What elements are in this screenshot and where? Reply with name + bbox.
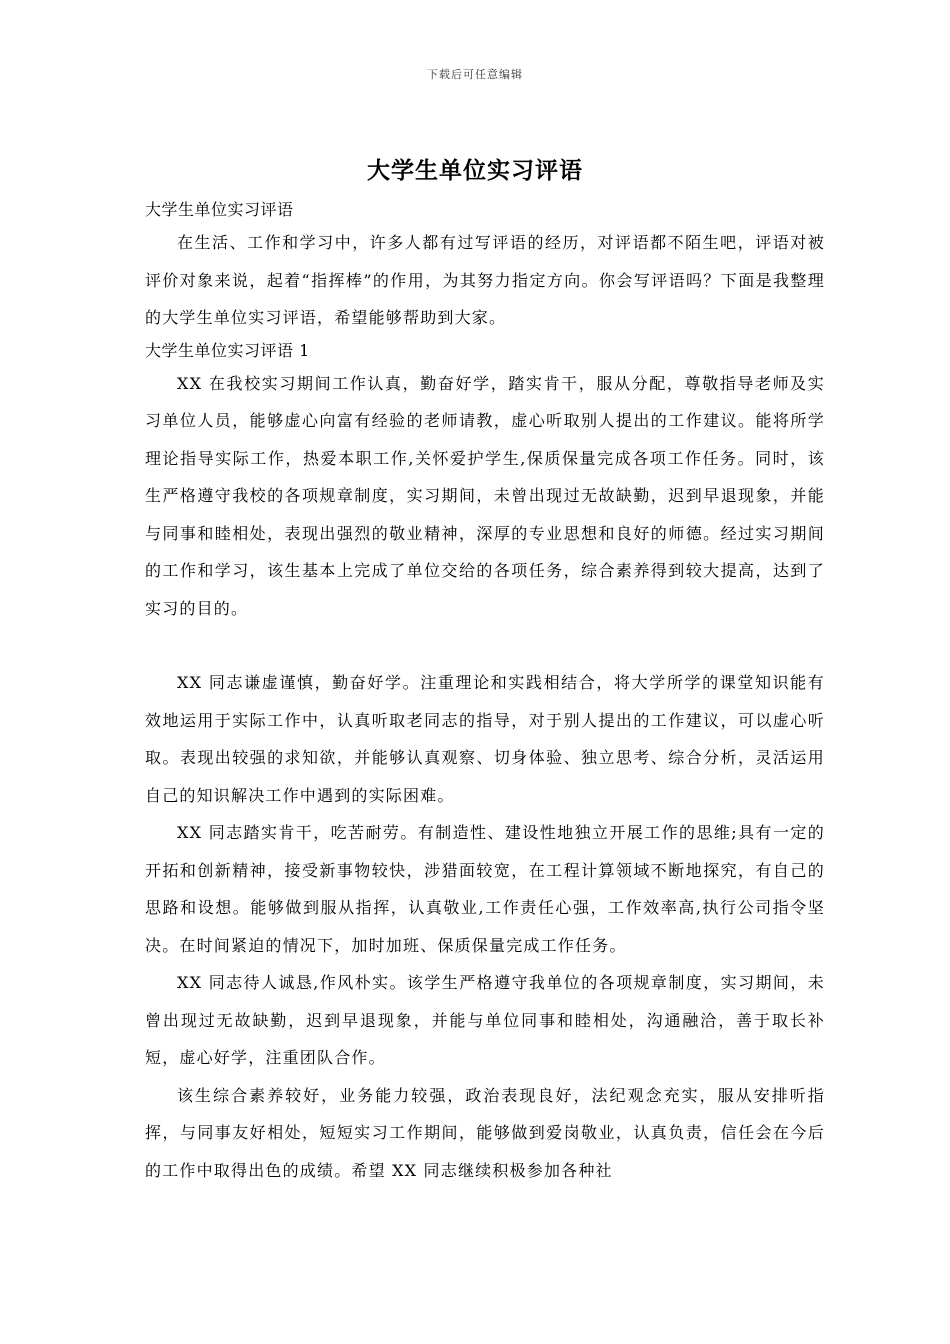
intro-paragraph: 在生活、工作和学习中，许多人都有过写评语的经历，对评语都不陌生吧，评语对被评价对象来说，起着“指挥棒”的作用，为其努力指定方向。你会写评语吗？下面是我整理的大学生单位实习评语，希望能够帮助到大家。 bbox=[145, 233, 825, 327]
evaluation-paragraph-2: XX 同志谦虚谨慎，勤奋好学。注重理论和实践相结合，将大学所学的课堂知识能有效地运用于实际工作中，认真听取老同志的指导，对于别人提出的工作建议，可以虚心听取。表现出较强的求知欲，并能够认真观察、切身体验、独立思考、综合分析，灵活运用自己的知识解决工作中遇到的实际困难。 bbox=[145, 673, 825, 805]
evaluation-paragraph-3: XX 同志踏实肯干，吃苦耐劳。有制造性、建设性地独立开展工作的思维;具有一定的开拓和创新精神，接受新事物较快，涉猎面较宽，在工程计算领域不断地探究，有自己的思路和设想。能够做到服从指挥，认真敬业,工作责任心强，工作效率高,执行公司指令坚决。在时间紧迫的情况下，加时加班、保质保量完成工作任务。 bbox=[145, 823, 825, 955]
header-note: 下载后可任意编辑 bbox=[427, 68, 523, 81]
evaluation-paragraph-1: XX 在我校实习期间工作认真，勤奋好学，踏实肯干，服从分配，尊敬指导老师及实习单位人员，能够虚心向富有经验的老师请教，虚心听取别人提出的工作建议。能将所学理论指导实际工作，热爱本职工作,关怀爱护学生,保质保量完成各项工作任务。同时，该生严格遵守我校的各项规章制度，实习期间，未曾出现过无故缺勤，迟到早退现象，并能与同事和睦相处，表现出强烈的敬业精神，深厚的专业思想和良好的师德。经过实习期间的工作和学习，该生基本上完成了单位交给的各项任务，综合素养得到较大提高，达到了实习的目的。 bbox=[145, 373, 825, 618]
section-heading: 大学生单位实习评语 1 bbox=[145, 340, 310, 360]
document-subtitle: 大学生单位实习评语 bbox=[145, 200, 294, 219]
document-title: 大学生单位实习评语 bbox=[367, 157, 583, 184]
evaluation-paragraph-5: 该生综合素养较好，业务能力较强，政治表现良好，法纪观念充实，服从安排听指挥，与同事友好相处，短短实习工作期间，能够做到爱岗敬业，认真负责，信任会在今后的工作中取得出色的成绩。希望 XX 同志继续积极参加各种社 bbox=[145, 1085, 825, 1180]
evaluation-paragraph-4: XX 同志待人诚恳,作风朴实。该学生严格遵守我单位的各项规章制度，实习期间，未曾出现过无故缺勤，迟到早退现象，并能与单位同事和睦相处，沟通融洽，善于取长补短，虚心好学，注重团队合作。 bbox=[145, 973, 825, 1067]
document-body bbox=[145, 196, 825, 1189]
